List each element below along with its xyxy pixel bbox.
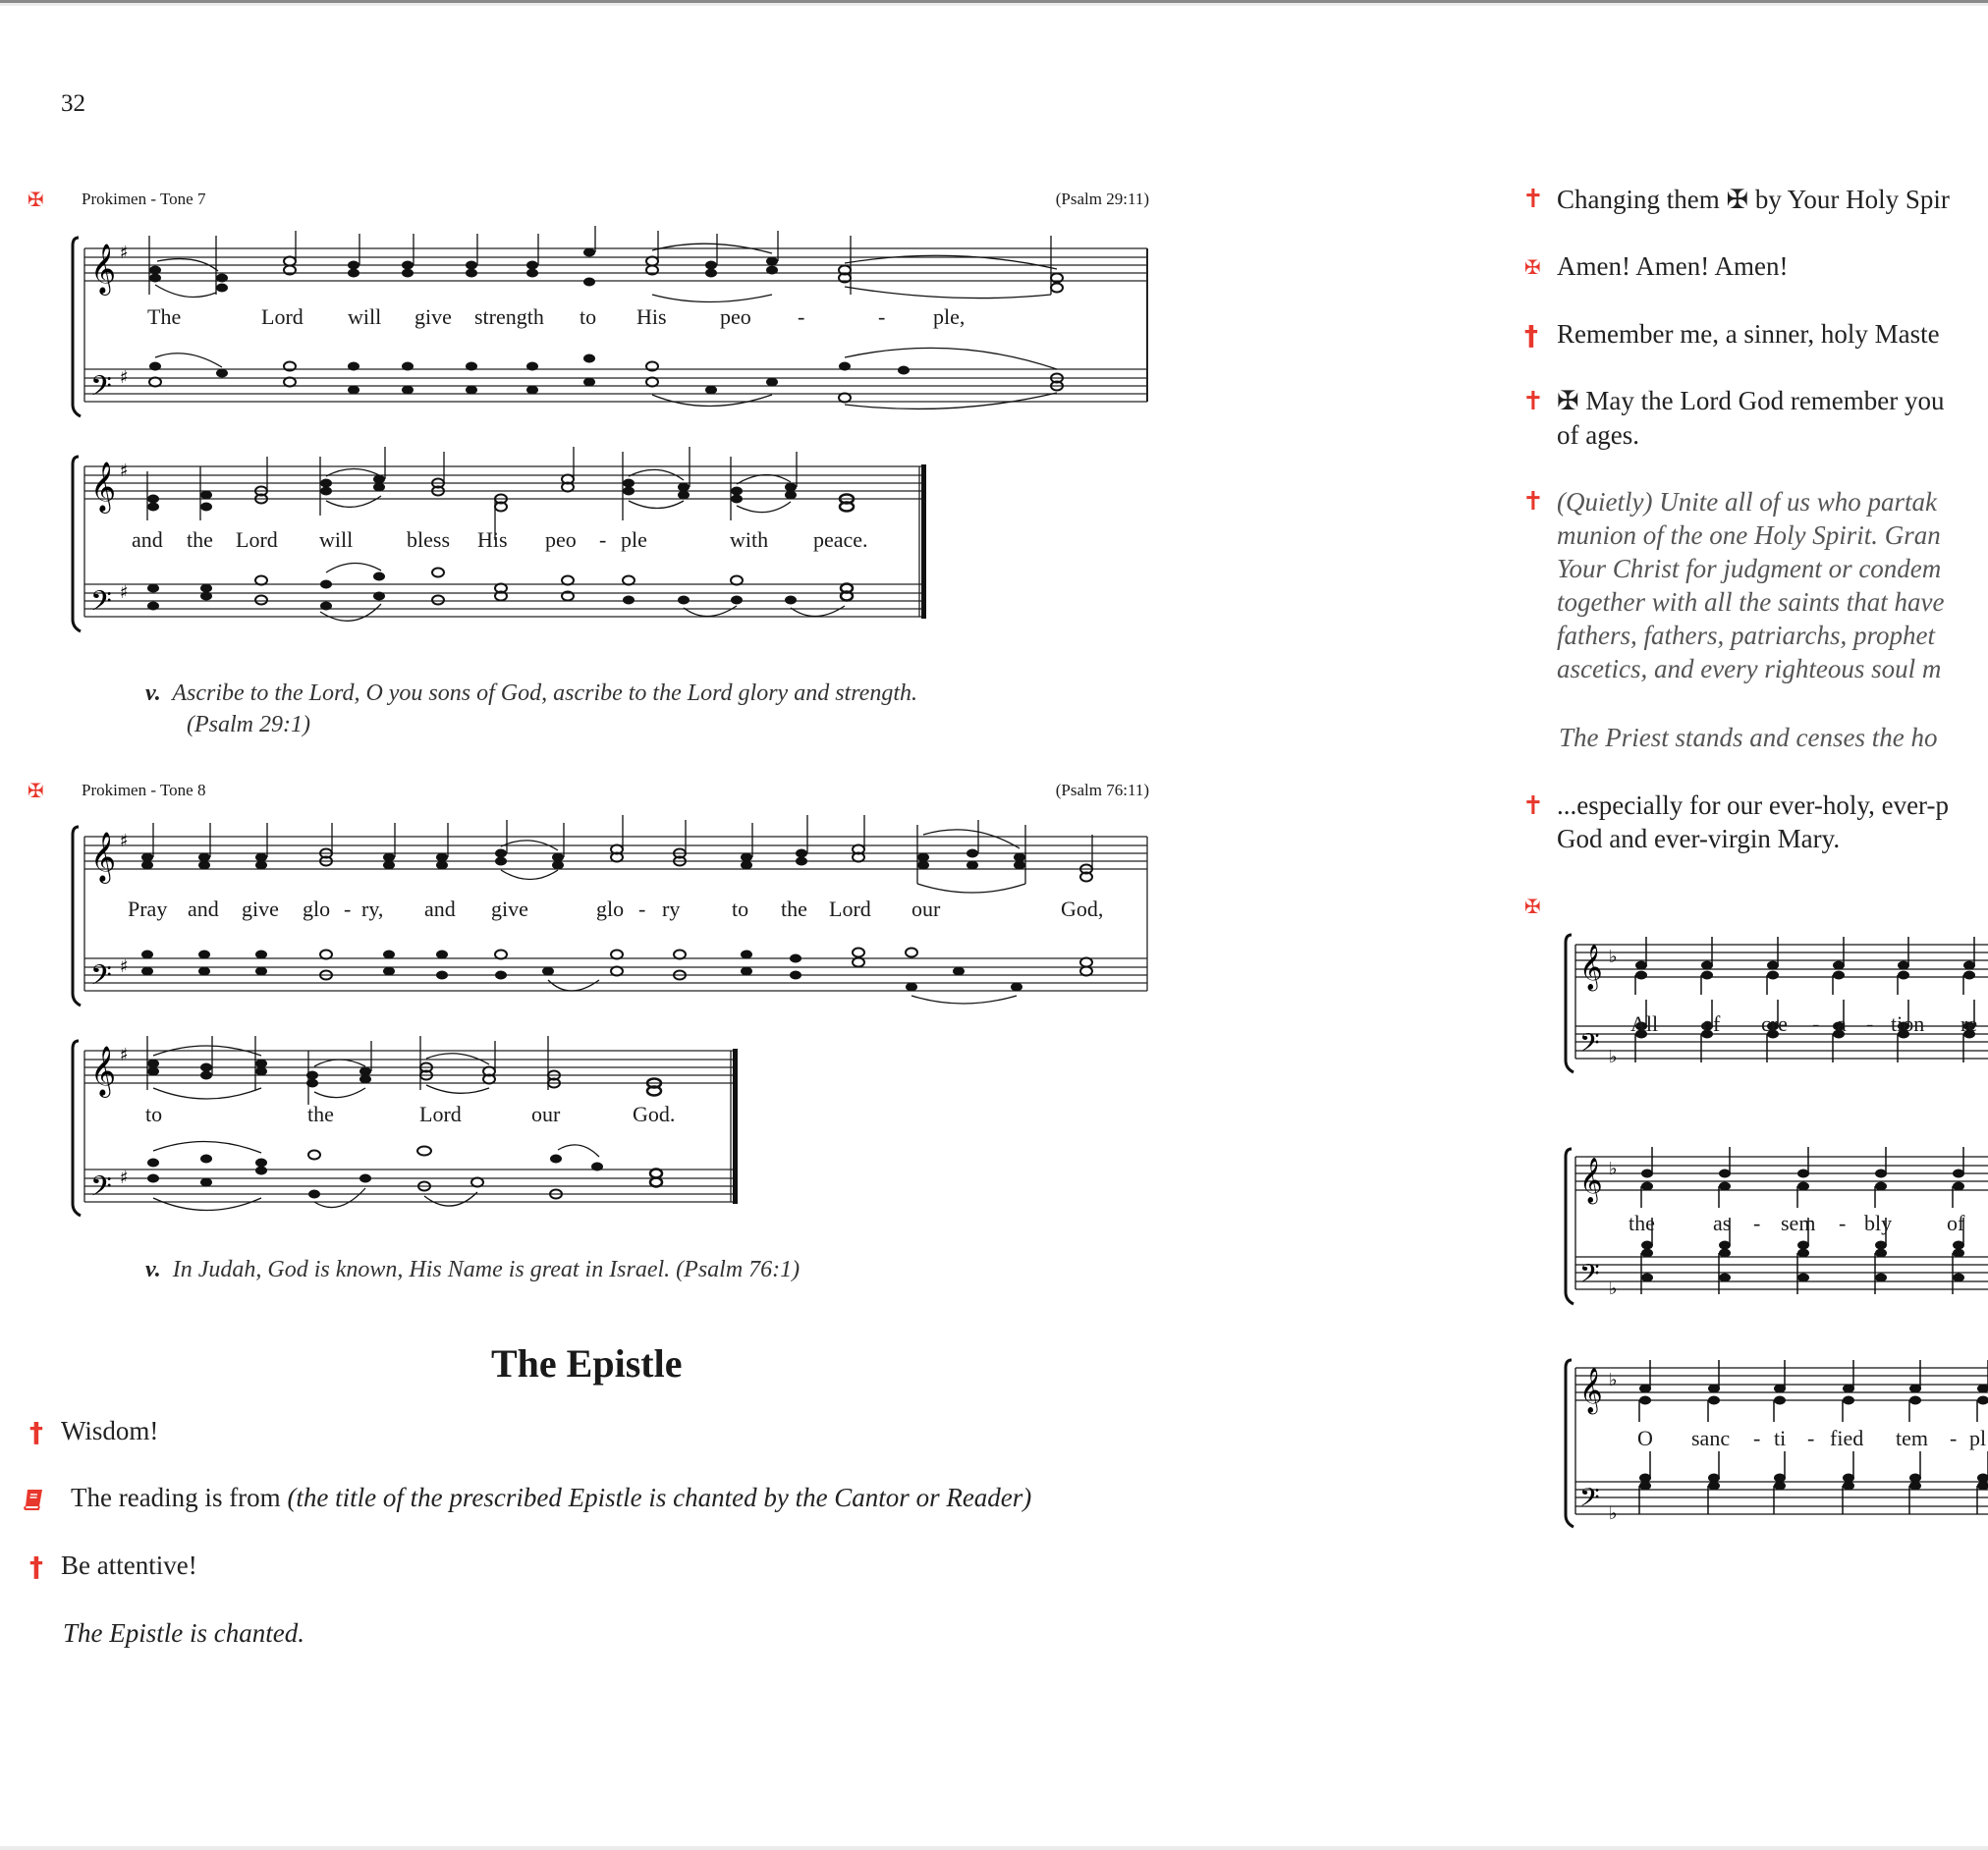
quiet-prayer-line: Your Christ for judgment or condem xyxy=(1557,554,1942,583)
svg-text:♯: ♯ xyxy=(120,367,129,388)
lyric: - xyxy=(1839,1211,1847,1235)
outlined-cross-icon: ✝ xyxy=(1522,791,1544,821)
verse-label: v. xyxy=(145,680,161,706)
lyric: and xyxy=(132,527,163,552)
lyric: the xyxy=(1629,1211,1655,1235)
maltese-cross-icon: ✠ xyxy=(1524,255,1541,279)
lyric: God. xyxy=(633,1102,676,1126)
epistle-line-wisdom: Wisdom! xyxy=(61,1416,159,1445)
lyric: strength xyxy=(474,304,544,329)
prokimen-2-title: Prokimen - Tone 8 xyxy=(82,781,206,799)
lyric: ry xyxy=(662,897,681,921)
svg-text:𝄢: 𝄢 xyxy=(90,585,112,625)
svg-text:♯: ♯ xyxy=(120,461,129,481)
svg-text:𝄞: 𝄞 xyxy=(1579,1368,1603,1413)
lyric: the xyxy=(781,897,807,921)
lyric: - xyxy=(878,304,886,329)
lyric: Lord xyxy=(419,1102,462,1126)
section-heading-epistle: The Epistle xyxy=(491,1341,683,1386)
quiet-prayer-line: munion of the one Holy Spirit. Gran xyxy=(1557,520,1941,550)
verse-text: Ascribe to the Lord, O you sons of God, ascribe to the Lord glory and strength. xyxy=(172,680,917,706)
outlined-cross-icon: ✝ xyxy=(1522,185,1544,214)
lyric: glo xyxy=(303,897,331,921)
quiet-prayer-line: fathers, fathers, patriarchs, prophet xyxy=(1557,621,1936,650)
verse-label: v. xyxy=(145,1257,161,1282)
lyric: peace. xyxy=(813,527,868,552)
lyric: glo xyxy=(596,897,625,921)
svg-text:𝄢: 𝄢 xyxy=(90,370,112,409)
lyric: - xyxy=(344,897,352,921)
quiet-prayer-line: together with all the saints that have xyxy=(1557,587,1945,617)
svg-text:𝄞: 𝄞 xyxy=(1579,945,1603,990)
lyric: give xyxy=(414,304,452,329)
lyric: All xyxy=(1630,1011,1659,1036)
lyric: will xyxy=(319,527,354,552)
prokimen-1-reference: (Psalm 29:11) xyxy=(1055,190,1149,208)
lyric: the xyxy=(307,1102,334,1126)
prokimen-2-reference: (Psalm 76:11) xyxy=(1055,781,1149,799)
svg-text:𝄞: 𝄞 xyxy=(90,462,117,512)
verse-1 xyxy=(145,680,917,707)
quiet-prayer-line: ascetics, and every righteous soul m xyxy=(1557,654,1942,683)
lyric: Pray xyxy=(128,897,168,921)
lyric: - xyxy=(1950,1426,1958,1450)
dagger-icon: † xyxy=(29,1551,43,1583)
outlined-cross-icon: ✝ xyxy=(1522,487,1544,517)
lyric: ple, xyxy=(933,304,966,329)
right-line-may-the-lord-cont: of ages. xyxy=(1557,420,1639,450)
maltese-cross-icon: ✠ xyxy=(28,188,44,211)
lyric: to xyxy=(732,897,749,921)
lyric: and xyxy=(188,897,219,921)
lyric: - xyxy=(1753,1426,1761,1450)
lyric: re xyxy=(1960,1011,1978,1036)
lyric: tem xyxy=(1896,1426,1928,1450)
svg-text:𝄞: 𝄞 xyxy=(90,244,117,294)
reading-rubric: (the title of the prescribed Epistle is chanted by the Cantor or Reader) xyxy=(287,1483,1032,1512)
lyric: fied xyxy=(1830,1426,1864,1450)
lyric: - xyxy=(1812,1011,1820,1036)
svg-text:𝄢: 𝄢 xyxy=(1579,1258,1600,1295)
right-line-remember: Remember me, a sinner, holy Maste xyxy=(1557,319,1940,349)
lyric: - xyxy=(638,897,646,921)
quiet-prayer-line: (Quietly) Unite all of us who partak xyxy=(1557,487,1937,517)
svg-text:♭: ♭ xyxy=(1609,1370,1618,1390)
lyric: ti xyxy=(1774,1426,1787,1450)
svg-text:𝄢: 𝄢 xyxy=(1579,1027,1600,1064)
page-number: 32 xyxy=(61,90,85,117)
epistle-line-reading xyxy=(71,1483,1031,1513)
lyric: Lord xyxy=(236,527,278,552)
svg-text:♯: ♯ xyxy=(120,243,129,263)
lyric: O xyxy=(1637,1426,1653,1450)
lyric: a xyxy=(1837,1011,1847,1036)
right-line-changing: Changing them ✠ by Your Holy Spir xyxy=(1557,185,1950,214)
svg-text:♯: ♯ xyxy=(120,582,129,603)
music-system-tone7-1 xyxy=(69,226,1159,422)
lyric: ple xyxy=(621,527,647,552)
lyric: tion xyxy=(1891,1011,1925,1036)
svg-text:♭: ♭ xyxy=(1609,1047,1618,1067)
window-bottom-border xyxy=(0,1846,1988,1850)
music-system-hymn-1 xyxy=(1566,941,1988,1078)
lyric: Lord xyxy=(261,304,304,329)
svg-text:♭: ♭ xyxy=(1609,947,1618,967)
lyric: pl xyxy=(1969,1426,1987,1450)
lyric: - xyxy=(1753,1211,1761,1235)
lyric: give xyxy=(491,897,528,921)
svg-text:♯: ♯ xyxy=(120,1045,129,1065)
lyric: His xyxy=(636,304,667,329)
lyric: give xyxy=(242,897,279,921)
dagger-icon: † xyxy=(1524,319,1538,352)
lyric: The xyxy=(147,304,182,329)
lyric: sem xyxy=(1781,1211,1816,1235)
lyric: to xyxy=(580,304,597,329)
verse-2 xyxy=(145,1257,800,1283)
lyric: with xyxy=(730,527,769,552)
lyric: His xyxy=(477,527,508,552)
epistle-line-attentive: Be attentive! xyxy=(61,1551,197,1580)
book-icon xyxy=(22,1488,45,1511)
reading-prefix: The reading is from xyxy=(71,1483,281,1512)
svg-text:♭: ♭ xyxy=(1609,1159,1618,1179)
svg-text:𝄢: 𝄢 xyxy=(1579,1482,1600,1519)
verse-1-reference: (Psalm 29:1) xyxy=(187,712,310,737)
lyric: - xyxy=(1807,1426,1815,1450)
lyric: peo xyxy=(545,527,577,552)
right-line-theotokos-cont: God and ever-virgin Mary. xyxy=(1557,824,1841,853)
lyric: bless xyxy=(407,527,450,552)
lyric: the xyxy=(187,527,213,552)
right-line-may-the-lord: ✠ May the Lord God remember you xyxy=(1557,386,1945,415)
verse-text: In Judah, God is known, His Name is great in Israel. (Psalm 76:1) xyxy=(172,1257,801,1282)
lyric: - xyxy=(599,527,607,552)
svg-text:𝄞: 𝄞 xyxy=(1579,1158,1603,1203)
lyric: as xyxy=(1713,1211,1732,1235)
right-line-amen: Amen! Amen! Amen! xyxy=(1557,251,1789,281)
lyric: peo xyxy=(720,304,751,329)
svg-text:♭: ♭ xyxy=(1609,1279,1618,1299)
svg-text:♭: ♭ xyxy=(1609,1503,1618,1524)
lyric: our xyxy=(911,897,941,921)
svg-text:♯: ♯ xyxy=(120,956,129,977)
rubric-priest-censes: The Priest stands and censes the ho xyxy=(1559,723,1938,752)
right-line-theotokos: ...especially for our ever-holy, ever-p xyxy=(1557,790,1949,820)
lyric: bly xyxy=(1864,1211,1893,1235)
svg-text:𝄢: 𝄢 xyxy=(90,959,112,999)
svg-text:𝄞: 𝄞 xyxy=(90,832,117,882)
svg-text:♯: ♯ xyxy=(120,831,129,851)
window-top-shadow xyxy=(0,3,1988,6)
music-system-tone8-2 xyxy=(69,1031,756,1227)
lyric: Lord xyxy=(829,897,871,921)
epistle-rubric: The Epistle is chanted. xyxy=(63,1618,304,1648)
lyric: of xyxy=(1947,1211,1965,1235)
lyric: and xyxy=(424,897,456,921)
svg-text:𝄢: 𝄢 xyxy=(90,1170,112,1210)
lyric: sanc xyxy=(1691,1426,1731,1450)
svg-text:♯: ♯ xyxy=(120,1168,129,1188)
outlined-cross-icon: ✝ xyxy=(1522,387,1544,416)
lyric: of xyxy=(1702,1011,1721,1036)
lyric: will xyxy=(348,304,382,329)
maltese-cross-icon: ✠ xyxy=(1524,895,1541,918)
lyric: - xyxy=(1866,1011,1874,1036)
lyric: cre xyxy=(1761,1011,1788,1036)
maltese-cross-icon: ✠ xyxy=(28,779,44,802)
lyric: - xyxy=(798,304,805,329)
lyric: God, xyxy=(1061,897,1104,921)
svg-text:𝄞: 𝄞 xyxy=(90,1046,117,1096)
lyric: our xyxy=(531,1102,561,1126)
lyric: to xyxy=(145,1102,163,1126)
dagger-icon: † xyxy=(29,1416,43,1448)
prokimen-1-title: Prokimen - Tone 7 xyxy=(82,190,206,208)
lyric: ry, xyxy=(361,897,384,921)
